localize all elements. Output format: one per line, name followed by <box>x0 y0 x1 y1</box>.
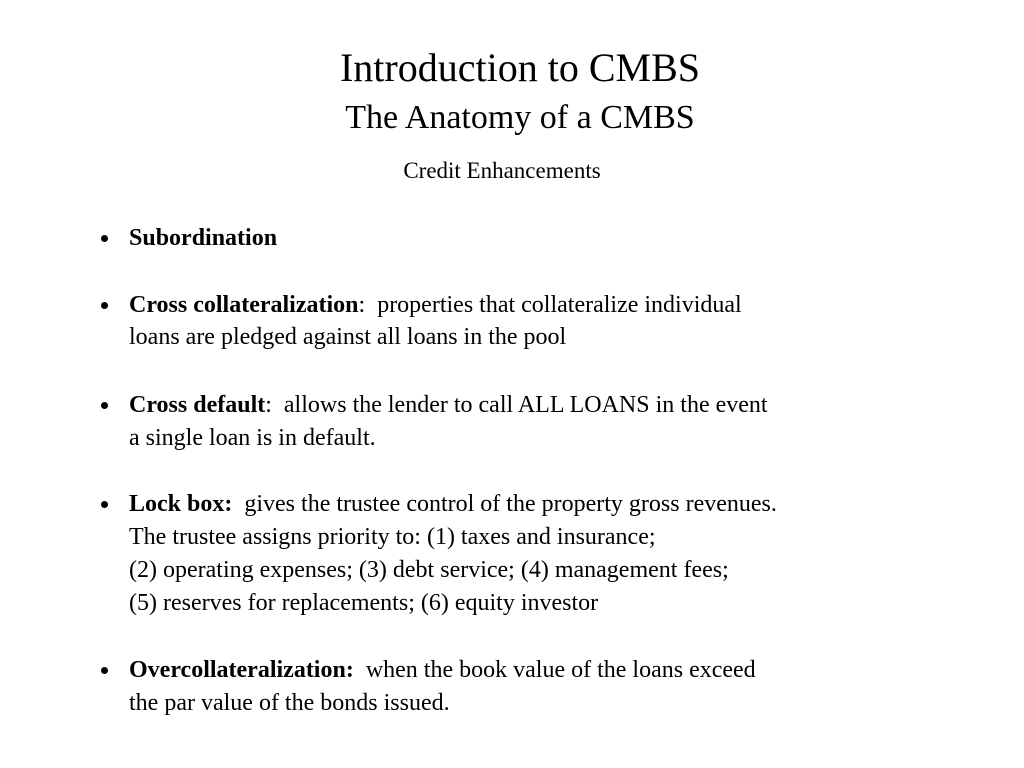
bullet-text: when the book value of the loans exceed <box>353 657 756 683</box>
bullet-dot-icon <box>101 501 108 508</box>
bullet-separator: : <box>358 292 366 318</box>
bullet-dot-icon <box>101 302 108 309</box>
bullet-line <box>129 654 756 687</box>
slide-subtitle: The Anatomy of a CMBS <box>345 99 695 136</box>
bullet-term: Subordination <box>129 225 278 251</box>
bullet-continuation-line: The trustee assigns priority to: (1) taxes and insurance; <box>129 524 656 550</box>
bullet-separator: : <box>265 392 272 418</box>
bullet-continuation-line: loans are pledged against all loans in the pool <box>129 324 567 350</box>
bullet-term: Lock box: <box>129 491 233 517</box>
bullet-line <box>129 488 777 521</box>
bullet-continuation-line: a single loan is in default. <box>129 425 376 451</box>
bullet-term: Overcollateralization: <box>129 657 354 683</box>
bullet-text: allows the lender to call ALL LOANS in the event <box>271 392 768 418</box>
bullet-dot-icon <box>101 402 108 409</box>
bullet-dot-icon <box>101 667 108 674</box>
bullet-line <box>129 222 277 255</box>
bullet-text: properties that collateralize individual <box>365 292 742 318</box>
bullet-dot-icon <box>101 235 108 242</box>
bullet-continuation-line: (2) operating expenses; (3) debt service; (4) management fees; <box>129 557 729 583</box>
bullet-continuation-line: (5) reserves for replacements; (6) equity investor <box>129 590 599 616</box>
bullet-term: Cross collateralization <box>129 292 359 318</box>
bullet-continuation-line: the par value of the bonds issued. <box>129 690 450 716</box>
bullet-term: Cross default <box>129 392 266 418</box>
slide-title: Introduction to CMBS <box>339 45 701 90</box>
section-heading: Credit Enhancements <box>403 158 601 183</box>
bullet-line <box>129 289 742 322</box>
bullet-text: gives the trustee control of the property gross revenues. <box>232 491 777 517</box>
bullet-line <box>129 389 768 422</box>
